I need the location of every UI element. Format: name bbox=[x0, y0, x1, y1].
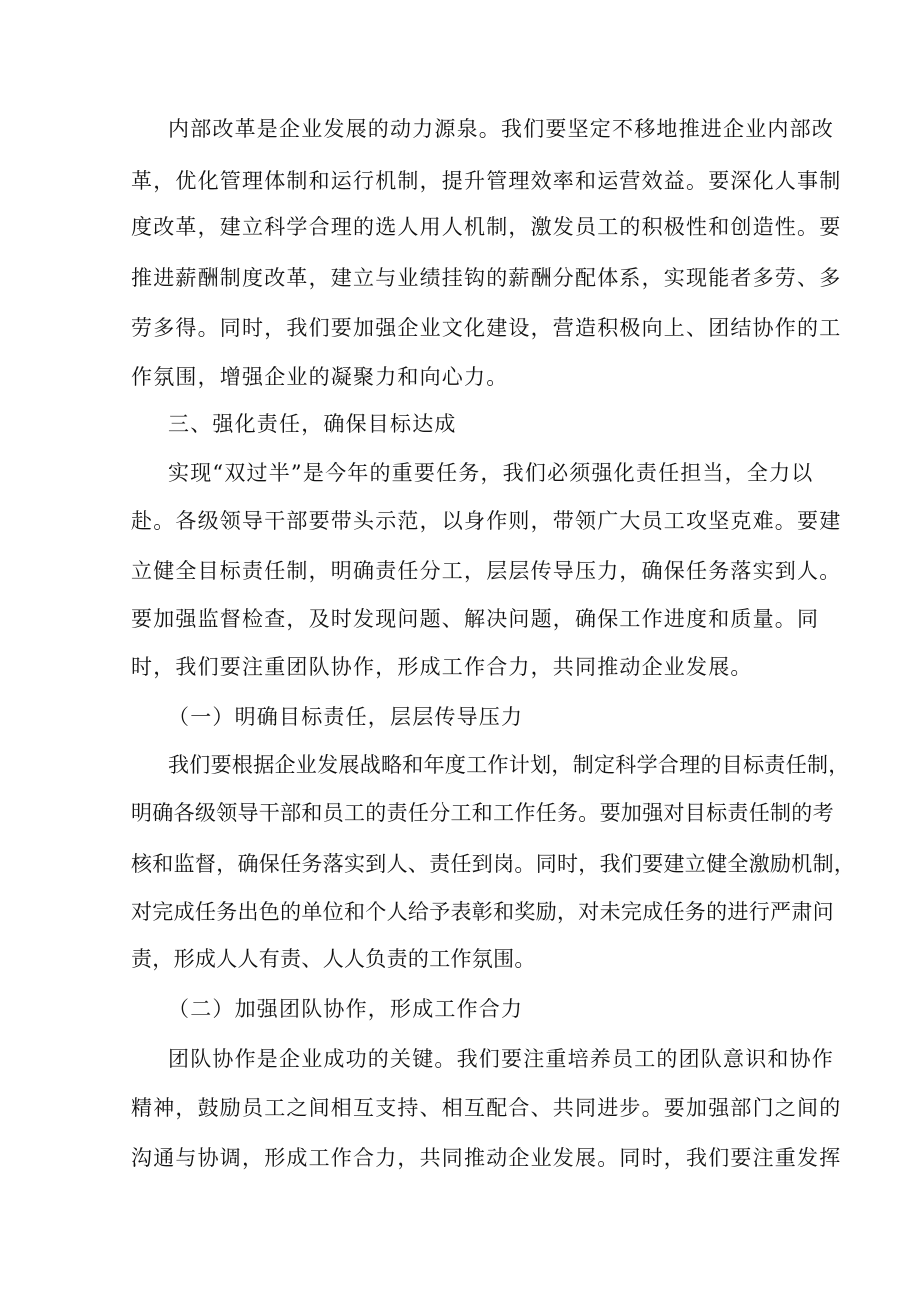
paragraph-line: 团队协作是企业成功的关键。我们要注重培养员工的团队意识和协作 bbox=[168, 1047, 834, 1071]
paragraph-line: 度改革，建立科学合理的选人用人机制，激发员工的积极性和创造性。要 bbox=[131, 215, 842, 239]
paragraph-line: 对完成任务出色的单位和个人给予表彰和奖励，对未完成任务的进行严肃问 bbox=[131, 900, 834, 924]
paragraph-line: 劳多得。同时，我们要加强企业文化建设，营造积极向上、团结协作的工 bbox=[131, 316, 842, 340]
section-heading: 三、强化责任，确保目标达成 bbox=[168, 412, 457, 436]
paragraph-line: 革，优化管理体制和运行机制，提升管理效率和运营效益。要深化人事制 bbox=[131, 169, 842, 193]
paragraph-line: 责，形成人人有责、人人负责的工作氛围。 bbox=[131, 947, 536, 971]
paragraph-line: 内部改革是企业发展的动力源泉。我们要坚定不移地推进企业内部改 bbox=[168, 117, 834, 141]
paragraph-line: 我们要根据企业发展战略和年度工作计划，制定科学合理的目标责任制， bbox=[168, 753, 850, 777]
paragraph-line: 核和监督，确保任务落实到人、责任到岗。同时，我们要建立健全激励机制， bbox=[131, 852, 856, 876]
paragraph-line: 沟通与协调，形成工作合力，共同推动企业发展。同时，我们要注重发挥 bbox=[131, 1146, 842, 1170]
paragraph-line: 实现“双过半”是今年的重要任务，我们必须强化责任担当，全力以 bbox=[168, 461, 814, 485]
paragraph-line: 要加强监督检查，及时发现问题、解决问题，确保工作进度和质量。同 bbox=[131, 607, 820, 631]
paragraph-line: 精神，鼓励员工之间相互支持、相互配合、共同进步。要加强部门之间的 bbox=[131, 1096, 842, 1120]
subsection-heading: （一）明确目标责任，层层传导压力 bbox=[168, 705, 524, 729]
paragraph-line: 赴。各级领导干部要带头示范，以身作则，带领广大员工攻坚克难。要建 bbox=[131, 509, 842, 533]
paragraph-line: 作氛围，增强企业的凝聚力和向心力。 bbox=[131, 365, 509, 389]
paragraph-line: 时，我们要注重团队协作，形成工作合力，共同推动企业发展。 bbox=[131, 655, 753, 679]
paragraph-line: 明确各级领导干部和员工的责任分工和工作任务。要加强对目标责任制的考 bbox=[131, 801, 834, 825]
subsection-heading: （二）加强团队协作，形成工作合力 bbox=[168, 997, 524, 1021]
paragraph-line: 推进薪酬制度改革，建立与业绩挂钩的薪酬分配体系，实现能者多劳、多 bbox=[131, 266, 842, 290]
paragraph-line: 立健全目标责任制，明确责任分工，层层传导压力，确保任务落实到人。 bbox=[131, 559, 842, 583]
